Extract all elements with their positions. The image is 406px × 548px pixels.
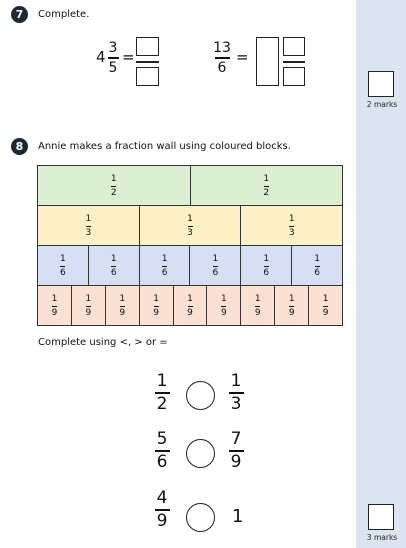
q7-equals-1: = — [122, 48, 135, 66]
question-8-number: 8 — [11, 138, 28, 155]
third-block: 1 3 — [240, 206, 342, 245]
sixth-block: 1 6 — [139, 246, 190, 285]
question-7-instruction: Complete. — [38, 9, 90, 20]
q7-answer-whole-box[interactable] — [256, 37, 279, 86]
q7-mixed-numerator: 3 — [108, 40, 118, 56]
denominator: 9 — [230, 452, 242, 472]
q7-marks-box[interactable] — [368, 71, 394, 97]
comparison-3-answer-circle[interactable] — [186, 503, 215, 532]
numerator: 4 — [156, 488, 168, 508]
fraction-wall-halves-row — [38, 166, 342, 205]
q8-marks-box[interactable] — [368, 504, 394, 530]
denominator: 6 — [156, 452, 168, 472]
fraction-bar — [136, 61, 159, 63]
q7-mixed-fraction — [107, 41, 119, 75]
q7-improper-fraction — [213, 41, 231, 75]
denominator: 2 — [156, 394, 168, 414]
q7-equals-2: = — [236, 48, 249, 66]
half-block: 1 2 — [190, 166, 343, 205]
q7-whole-number: 4 — [96, 48, 106, 66]
q7-marks-label: 2 marks — [366, 100, 398, 109]
fraction-bar — [215, 57, 230, 59]
ninth-block: 1 9 — [206, 286, 240, 325]
numerator: 1 — [156, 371, 168, 391]
comparison-2-left-fraction — [153, 431, 171, 471]
q7-mixed-denominator: 5 — [108, 59, 118, 76]
ninth-block: 1 9 — [105, 286, 139, 325]
fraction-wall-ninths-row — [38, 285, 342, 325]
comparison-1-answer-circle[interactable] — [186, 381, 215, 410]
half-block: 1 2 — [38, 166, 190, 205]
ninth-block: 1 9 — [173, 286, 207, 325]
numerator: 5 — [156, 429, 168, 449]
question-7-number: 7 — [11, 6, 28, 23]
numerator: 7 — [230, 429, 242, 449]
question-8-instruction: Annie makes a fraction wall using coloured blocks. — [38, 141, 291, 152]
comparison-1-left-fraction — [153, 373, 171, 413]
fraction-bar — [283, 61, 305, 63]
fraction-wall-sixths-row — [38, 245, 342, 285]
denominator: 9 — [156, 511, 168, 531]
ninth-block: 1 9 — [274, 286, 308, 325]
sixth-block: 1 6 — [38, 246, 88, 285]
q7-improper-denominator: 6 — [217, 59, 227, 76]
ninth-block: 1 9 — [38, 286, 71, 325]
fraction-wall — [37, 165, 343, 326]
complete-prompt: Complete using <, > or = — [38, 337, 168, 348]
sixth-block: 1 6 — [189, 246, 240, 285]
comparison-2-right-fraction — [227, 431, 245, 471]
comparison-2-answer-circle[interactable] — [186, 439, 215, 468]
denominator: 3 — [230, 394, 242, 414]
sixth-block: 1 6 — [240, 246, 291, 285]
q7-answer2-numerator-box[interactable] — [283, 37, 305, 56]
comparison-1-right-fraction — [227, 373, 245, 413]
numerator: 1 — [230, 371, 242, 391]
comparison-3-left-fraction — [153, 490, 171, 530]
third-block: 1 3 — [139, 206, 241, 245]
ninth-block: 1 9 — [139, 286, 173, 325]
q7-answer2-denominator-box[interactable] — [283, 67, 305, 86]
third-block: 1 3 — [38, 206, 139, 245]
q7-answer-numerator-box[interactable] — [136, 37, 159, 56]
q8-marks-label: 3 marks — [366, 533, 398, 542]
sixth-block: 1 6 — [291, 246, 342, 285]
ninth-block: 1 9 — [240, 286, 274, 325]
fraction-bar — [108, 57, 119, 59]
ninth-block: 1 9 — [308, 286, 342, 325]
sixth-block: 1 6 — [88, 246, 139, 285]
q7-answer-denominator-box[interactable] — [136, 67, 159, 86]
ninth-block: 1 9 — [71, 286, 105, 325]
q7-improper-numerator: 13 — [213, 40, 231, 56]
comparison-3-right-value: 1 — [232, 506, 244, 527]
fraction-wall-thirds-row — [38, 205, 342, 245]
